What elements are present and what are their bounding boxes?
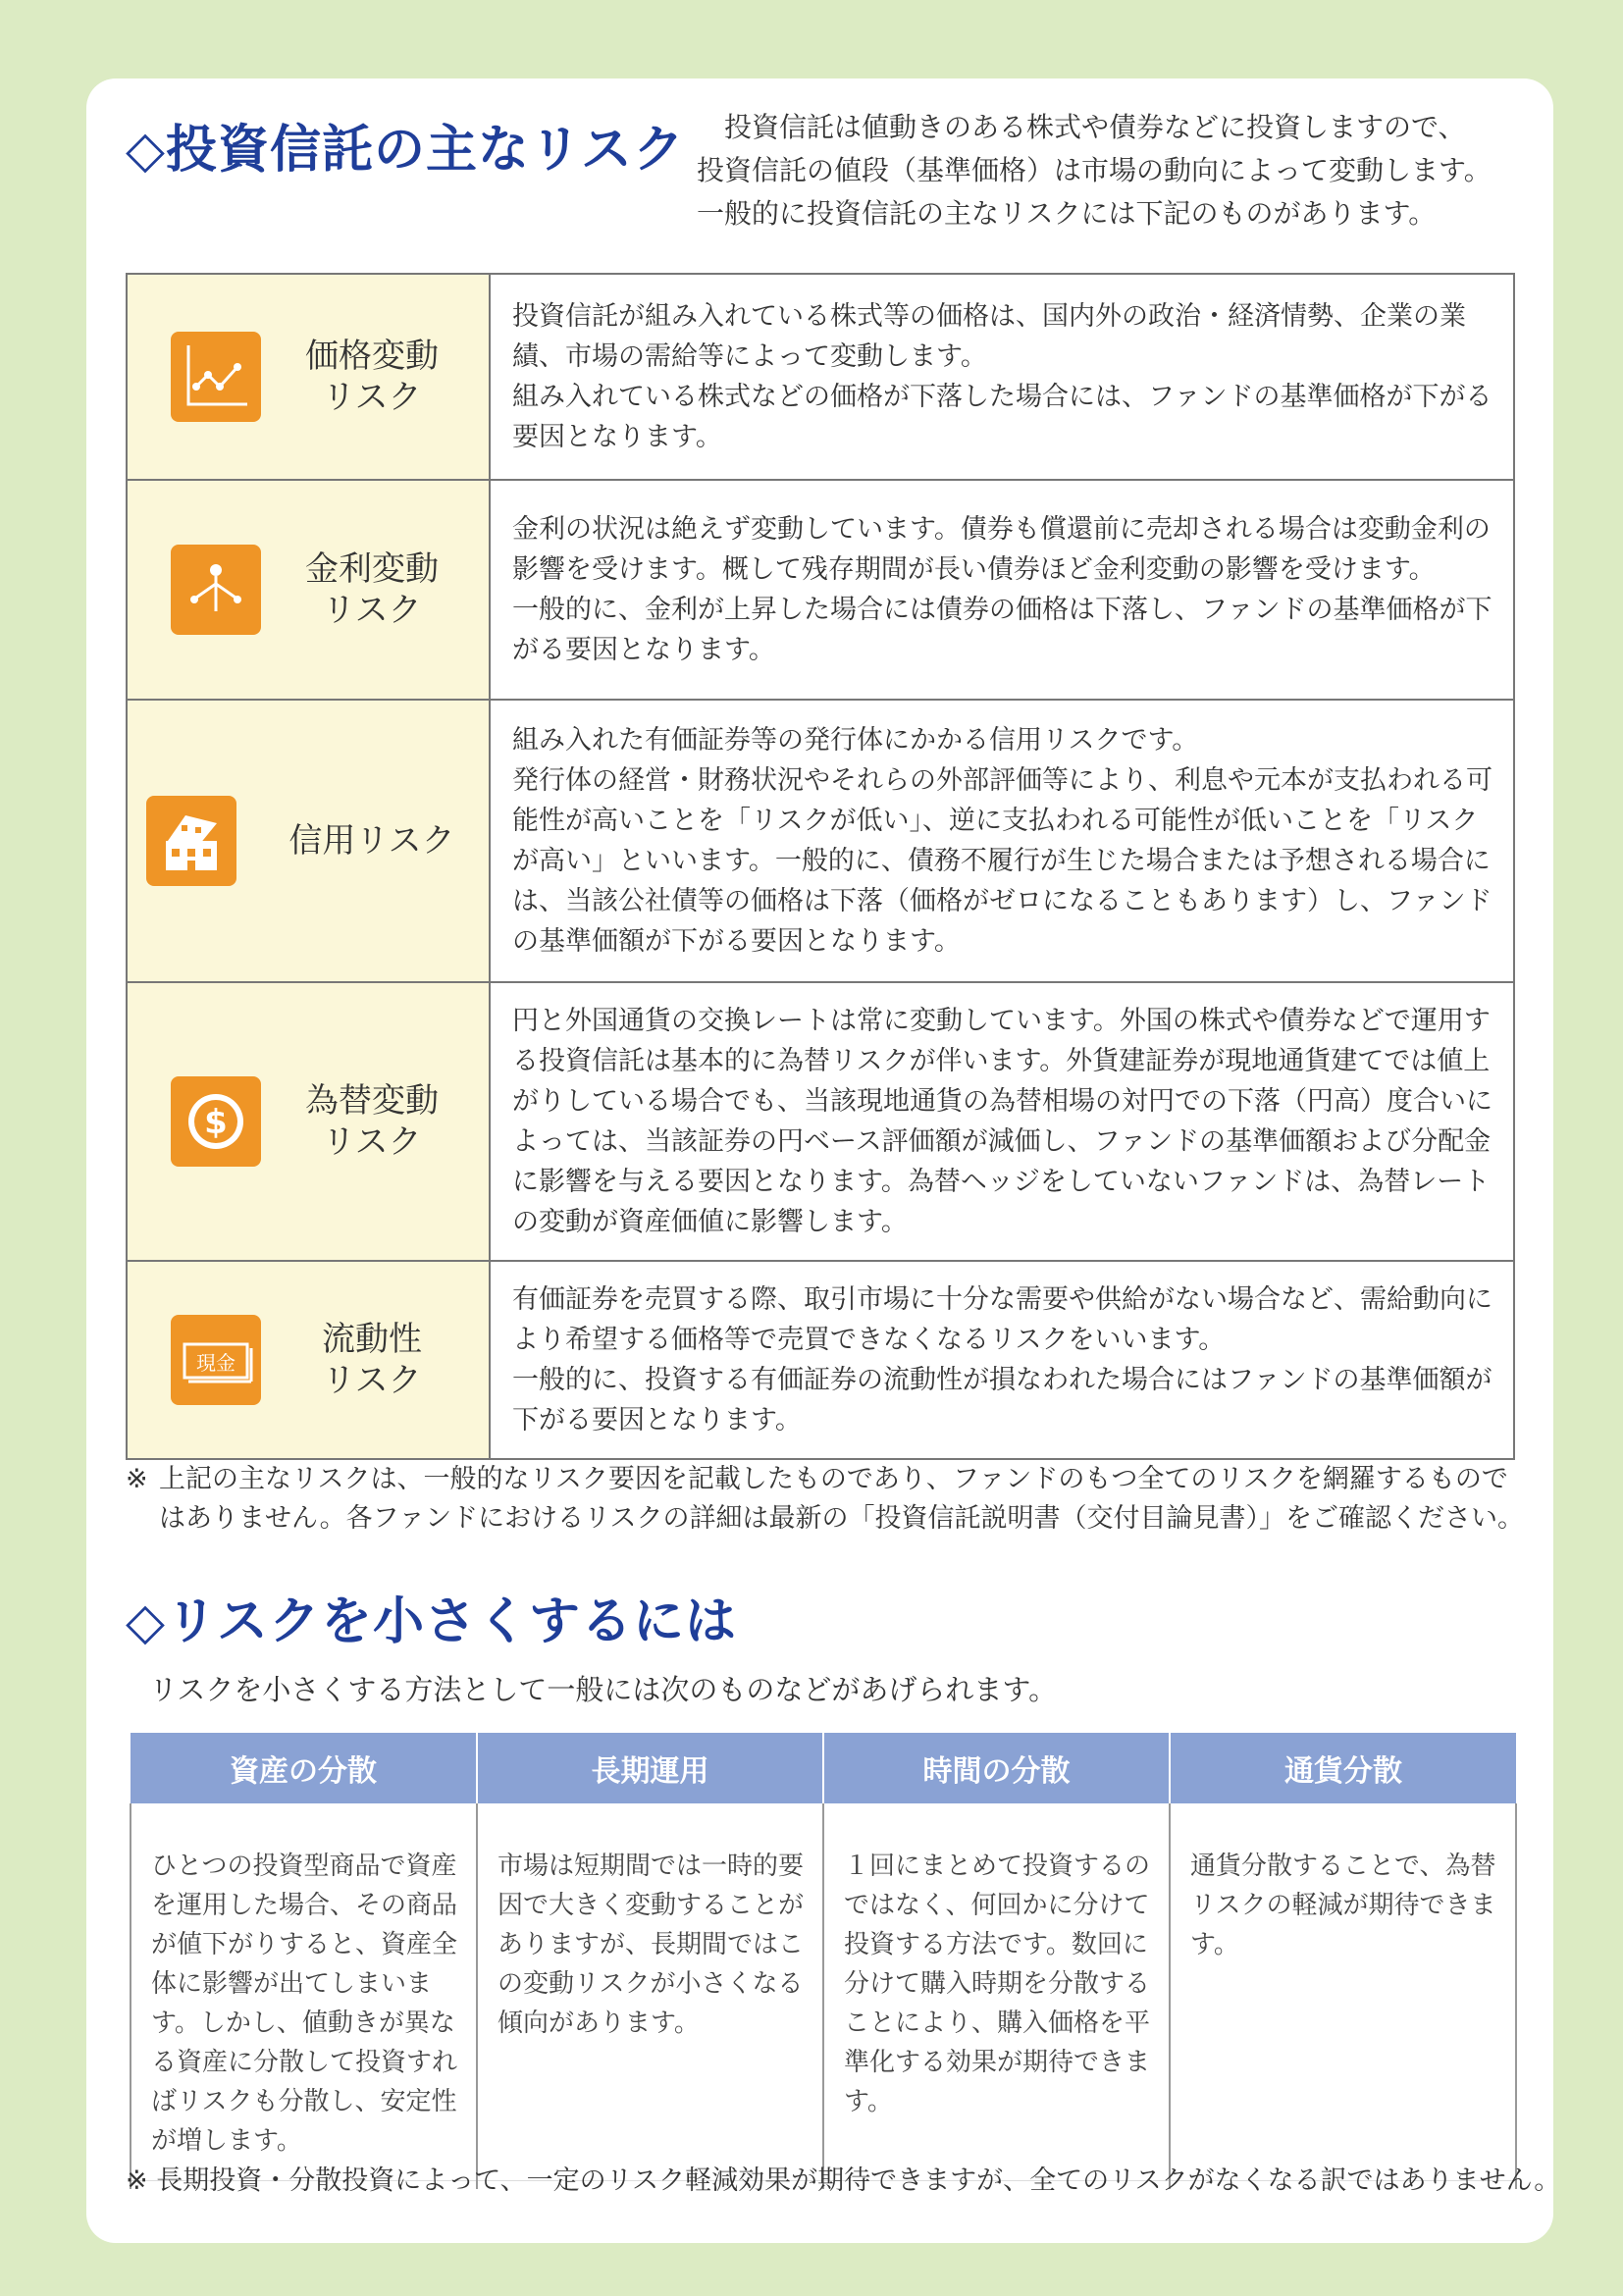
method-title: 長期運用	[477, 1733, 823, 1803]
section-subtitle: リスクを小さくする方法として一般には次のものなどがあげられます。	[149, 1673, 1058, 1706]
cash-icon	[171, 1315, 261, 1405]
method-title: 通貨分散	[1170, 1733, 1516, 1803]
method-text: ひとつの投資型商品で資産を運用した場合、その商品が値下がりすると、資産全体に影響が出てしまいます。しかし、値動きが異なる資産に分散して投資すればリスクも分散し、安定性が増します。	[131, 1803, 477, 2181]
interest-rate-icon	[171, 545, 261, 635]
method-title: 時間の分散	[823, 1733, 1170, 1803]
intro-line: 一般的に投資信託の主なリスクには下記のものがあります。	[697, 197, 1437, 230]
risk-row-interest	[127, 480, 1514, 700]
risk-description: 金利の状況は絶えず変動しています。債券も償還前に売却される場合は変動金利の影響を受けます。概して残存期間が長い債券ほど金利変動の影響を受けます。 一般的に、金利が上昇した場合には債券の価格は下落し、ファンドの基準価格が下がる要因となります。	[490, 480, 1514, 700]
risk-row-liquidity	[127, 1261, 1514, 1459]
method-title: 資産の分散	[131, 1733, 477, 1803]
risk-table	[126, 273, 1515, 1460]
svg-text:$: $	[204, 1103, 228, 1142]
method-text: １回にまとめて投資するのではなく、何回かに分けて投資する方法です。数回に分けて購入時期を分散することにより、購入価格を平準化する効果が期待できます。	[823, 1803, 1170, 2181]
risk-description: 組み入れた有価証券等の発行体にかかる信用リスクです。 発行体の経営・財務状況やそれらの外部評価等により、利息や元本が支払われる可能性が高いことを「リスクが低い」、逆に支払われる可能性が低いことを「リスクが高い」といいます。一般的に、債務不履行が生じた場合または予想される場合には、当該公社債等の価格は下落（価格がゼロになることもあります）し、ファンドの基準価額が下がる要因となります。	[490, 700, 1514, 982]
method-text: 市場は短期間では一時的要因で大きく変動することがありますが、長期間ではこの変動リスクが小さくなる傾向があります。	[477, 1803, 823, 2181]
methods-header	[131, 1733, 1516, 1803]
credit-building-icon	[146, 796, 236, 886]
risk-label: 価格変動 リスク	[305, 337, 439, 417]
risk-description: 有価証券を売買する際、取引市場に十分な需要や供給がない場合など、需給動向により希望する価格等で売買できなくなるリスクをいいます。 一般的に、投資する有価証券の流動性が損なわれた場合にはファンドの基準価額が下がる要因となります。	[490, 1261, 1514, 1459]
section-title: ◇リスクを小さくするには	[126, 1592, 737, 1651]
risk-description: 投資信託が組み入れている株式等の価格は、国内外の政治・経済情勢、企業の業績、市場の需給等によって変動します。 組み入れている株式などの価格が下落した場合には、ファンドの基準価格が下がる要因となります。	[490, 274, 1514, 480]
risk-row-credit	[127, 700, 1514, 982]
risk-disclaimer	[126, 1460, 1529, 1539]
method-text: 通貨分散することで、為替リスクの軽減が期待できます。	[1170, 1803, 1516, 2181]
price-chart-icon	[171, 332, 261, 422]
risk-description: 円と外国通貨の交換レートは常に変動しています。外国の株式や債券などで運用する投資信託は基本的に為替リスクが伴います。外貨建証券が現地通貨建てでは値上がりしている場合でも、当該現地通貨の為替相場の対円での下落（円高）度合いによっては、当該証券の円ベース評価額が減価し、ファンドの基準価額および分配金に影響を与える要因となります。為替ヘッジをしていないファンドは、為替レートの変動が資産価値に影響します。	[490, 982, 1514, 1261]
risk-label: 流動性 リスク	[322, 1320, 422, 1400]
note-mark: ※	[126, 1464, 148, 1494]
bottom-note: ※ 長期投資・分散投資によって、一定のリスク軽減効果が期待できますが、全てのリスクがなくなる訳ではありません。	[126, 2166, 1561, 2196]
intro-line: 投資信託は値動きのある株式や債券などに投資しますので、	[724, 111, 1466, 143]
intro-text	[697, 106, 1521, 235]
risk-row-fx	[127, 982, 1514, 1261]
risk-row-price	[127, 274, 1514, 480]
page-title: ◇投資信託の主なリスク	[126, 121, 685, 180]
methods-body	[131, 1803, 1516, 2181]
methods-table	[130, 1733, 1517, 2189]
svg-text:現金: 現金	[196, 1351, 236, 1375]
risk-label: 金利変動 リスク	[305, 549, 439, 630]
intro-line: 投資信託の値段（基準価格）は市場の動向によって変動します。	[697, 154, 1492, 186]
dollar-coin-icon	[171, 1076, 261, 1167]
risk-label: 為替変動 リスク	[305, 1081, 439, 1162]
risk-label: 信用リスク	[288, 821, 455, 861]
note-text: 上記の主なリスクは、一般的なリスク要因を記載したものであり、ファンドのもつ全てのリスクを網羅するものではありません。各ファンドにおけるリスクの詳細は最新の「投資信託説明書（交付目論見書）」をご確認ください。	[159, 1464, 1525, 1534]
